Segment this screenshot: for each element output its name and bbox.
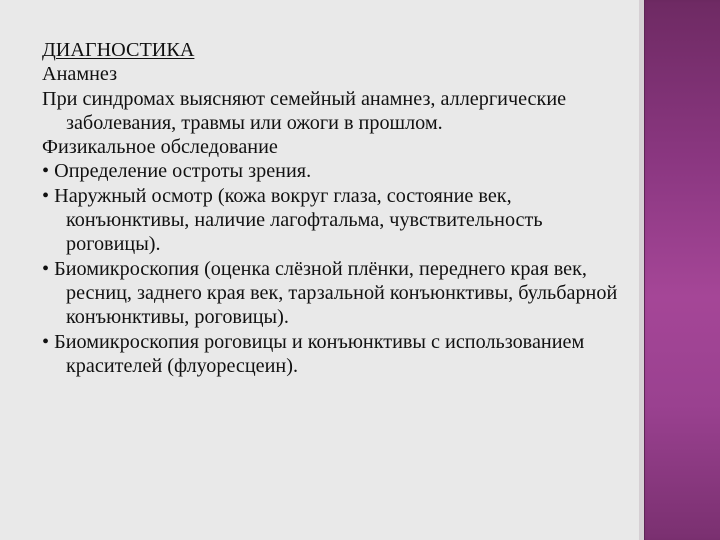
decorative-side-panel: [639, 0, 720, 540]
section-heading-anamnesis: Анамнез: [42, 63, 118, 86]
paragraph-syndromes: При синдромах выясняют семейный анамнез, аллергические заболевания, травмы или ожоги в прошлом.: [42, 87, 567, 134]
bullet-visual-acuity: • Определение остроты зрения.: [42, 160, 312, 183]
bullet-biomicroscopy: • Биомикроскопия (оценка слёзной плёнки, переднего края век, ресниц, заднего края век, тарзальной конъюнктивы, бульбарной конъюнктивы, роговицы).: [42, 257, 618, 329]
slide-content: [42, 38, 632, 378]
section-heading-physical-exam: Физикальное обследование: [42, 136, 278, 159]
bullet-biomicroscopy-dyes: • Биомикроскопия роговицы и конъюнктивы с использованием красителей (флуоресцеин).: [42, 330, 585, 377]
bullet-external-exam: • Наружный осмотр (кожа вокруг глаза, состояние век, конъюнктивы, наличие лагофтальма, чувствительность роговицы).: [42, 184, 543, 256]
slide-title: ДИАГНОСТИКА: [42, 39, 195, 61]
